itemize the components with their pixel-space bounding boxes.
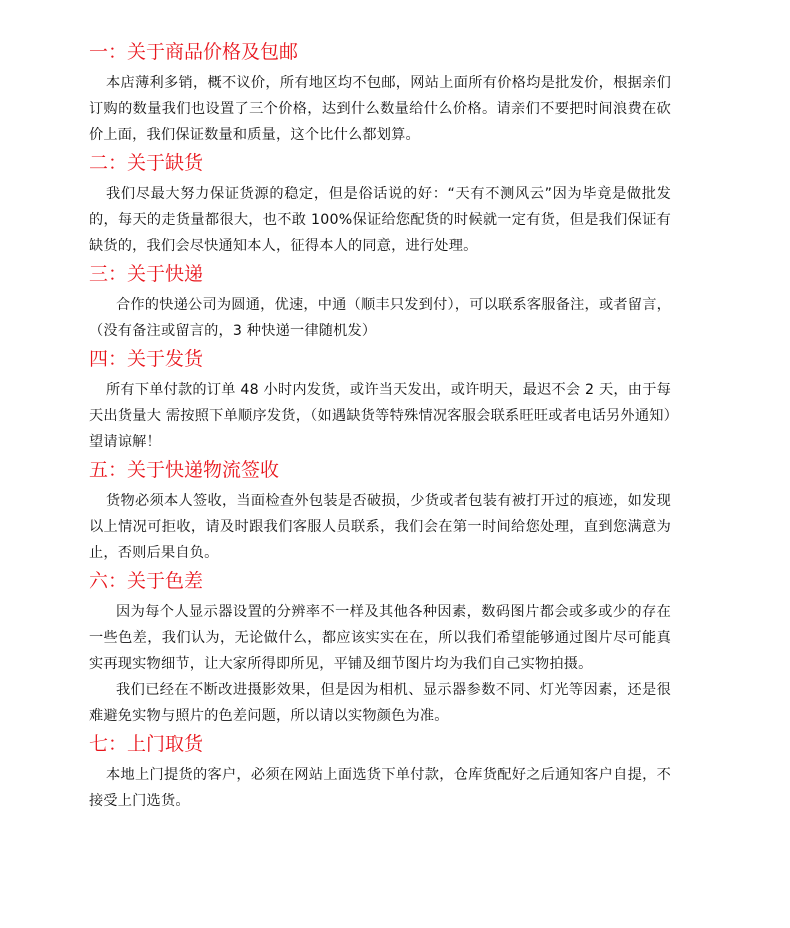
section-paragraph: 所有下单付款的订单 48 小时内发货，或许当天发出，或许明天，最迟不会 2 天，由于每天出货量大 需按照下单顺序发货，（如遇缺货等特殊情况客服会联系旺旺或者电话另外通知）望请谅解！ [89, 382, 671, 450]
section-heading: 六：关于色差 [89, 570, 204, 592]
section-heading: 三：关于快递 [89, 263, 204, 285]
section-delivery-signoff [89, 458, 671, 566]
section-dispatch [89, 347, 671, 455]
section-paragraph: 本地上门提货的客户，必须在网站上面选货下单付款，仓库货配好之后通知客户自提，不接受上门选货。 [89, 767, 671, 809]
section-paragraph: 我们已经在不断改进摄影效果，但是因为相机、显示器参数不同、灯光等因素，还是很难避免实物与照片的色差问题，所以请以实物颜色为准。 [89, 682, 671, 724]
section-heading: 七：上门取货 [89, 733, 204, 755]
section-paragraph: 我们尽最大努力保证货源的稳定，但是俗话说的好：“天有不测风云”因为毕竟是做批发的，每天的走货量都很大，也不敢 100%保证给您配货的时候就一定有货，但是我们保证有缺货的，我们会尽快通知本人，征得本人的同意，进行处理。 [89, 186, 671, 254]
section-out-of-stock [89, 151, 671, 259]
section-paragraph: 本店薄利多销，概不议价，所有地区均不包邮，网站上面所有价格均是批发价，根据亲们订购的数量我们也设置了三个价格，达到什么数量给什么价格。请亲们不要把时间浪费在砍价上面，我们保证数量和质量，这个比什么都划算。 [89, 75, 671, 143]
section-price-shipping [89, 40, 671, 148]
store-policy-document [89, 40, 671, 814]
section-heading: 四：关于发货 [89, 348, 204, 370]
section-paragraph: 货物必须本人签收，当面检查外包装是否破损，少货或者包装有被打开过的痕迹，如发现以上情况可拒收，请及时跟我们客服人员联系，我们会在第一时间给您处理，直到您满意为止，否则后果自负。 [89, 493, 671, 561]
section-courier [89, 262, 671, 344]
section-heading: 二：关于缺货 [89, 152, 204, 174]
section-pickup [89, 732, 671, 814]
section-paragraph: 合作的快递公司为圆通，优速，中通（顺丰只发到付），可以联系客服备注，或者留言，（没有备注或留言的，3 种快递一律随机发） [89, 297, 671, 339]
section-heading: 一：关于商品价格及包邮 [89, 41, 299, 63]
section-paragraph: 因为每个人显示器设置的分辨率不一样及其他各种因素，数码图片都会或多或少的存在一些色差，我们认为，无论做什么，都应该实实在在，所以我们希望能够通过图片尽可能真实再现实物细节，让大家所得即所见，平铺及细节图片均为我们自己实物拍摄。 [89, 604, 671, 672]
section-heading: 五：关于快递物流签收 [89, 459, 280, 481]
section-color-difference [89, 569, 671, 729]
